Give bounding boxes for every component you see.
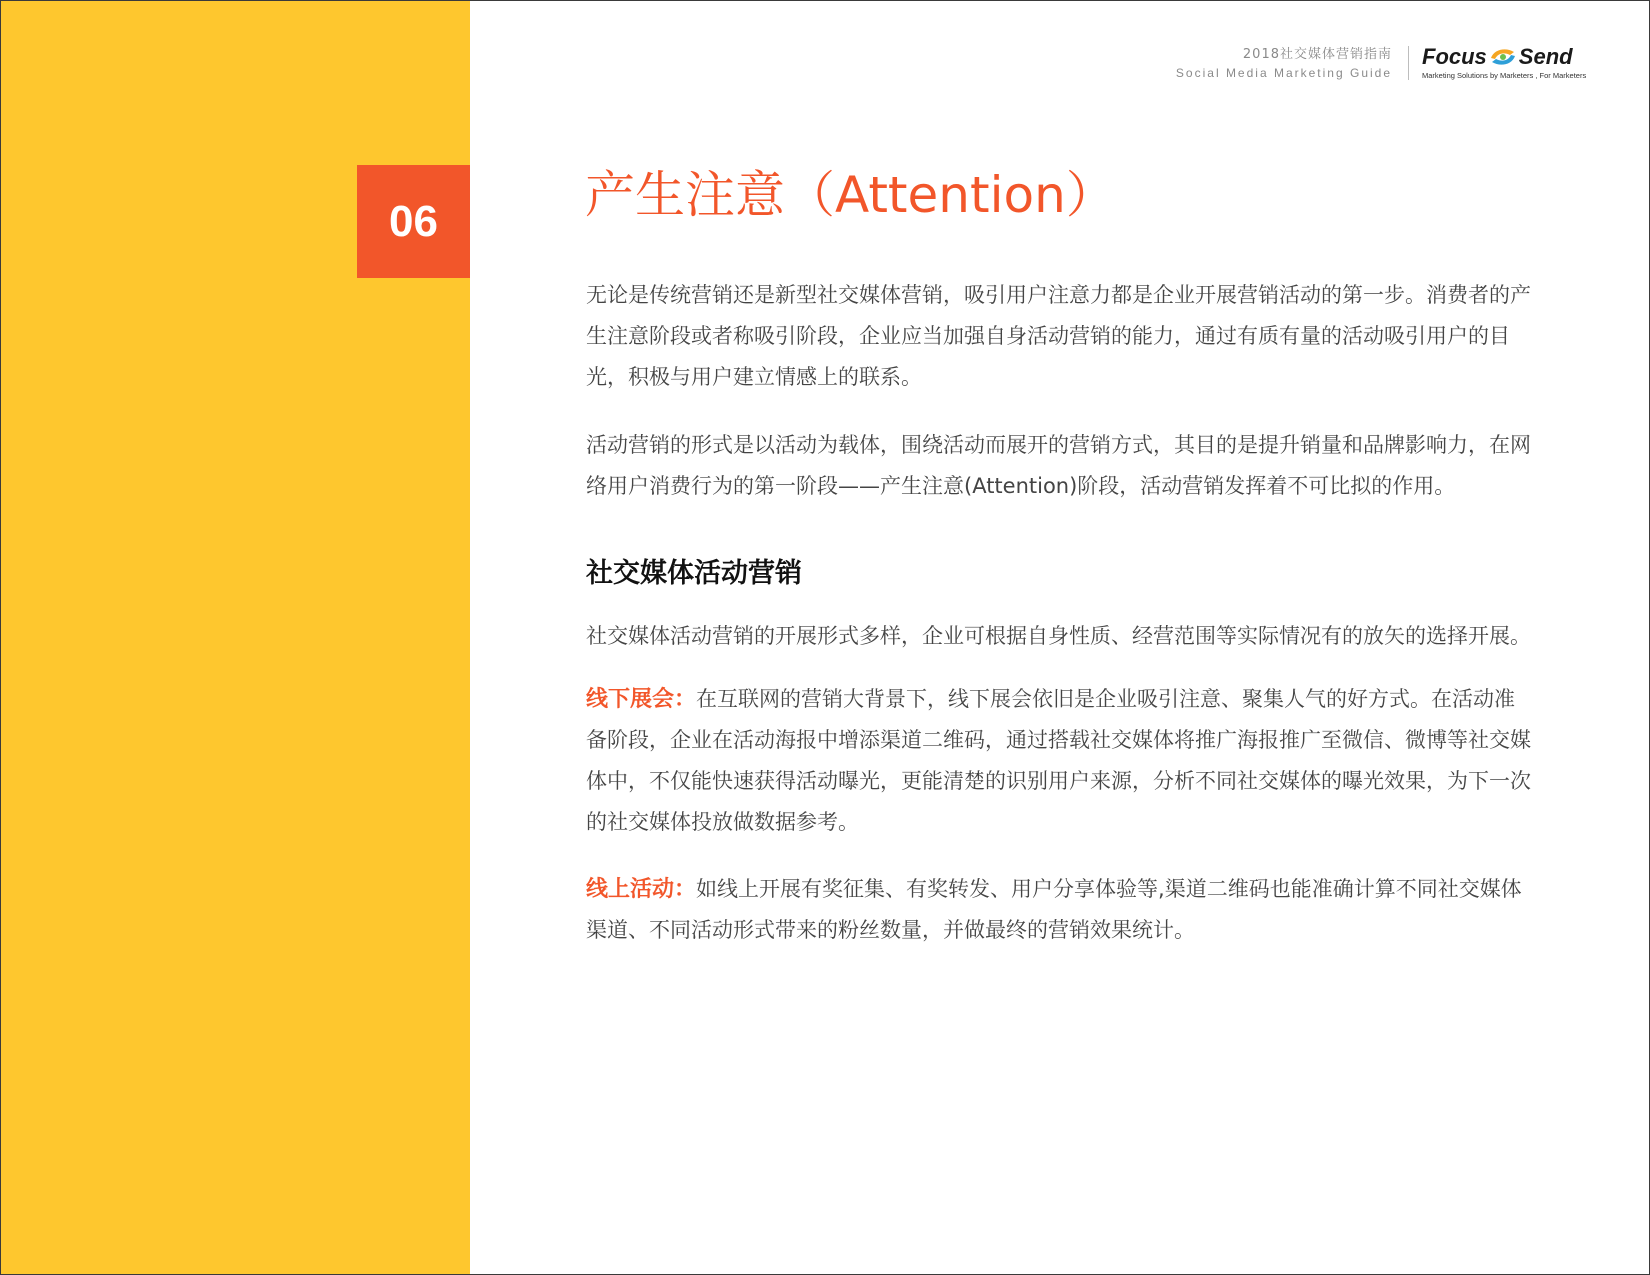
guide-title-en: Social Media Marketing Guide: [1175, 66, 1392, 80]
logo-tagline: Marketing Solutions by Marketers , For Marketers: [1422, 71, 1587, 80]
logo-word-right: Send: [1518, 44, 1573, 69]
item-offline-exhibition: [586, 679, 1532, 843]
guide-title-cn: 2018社交媒体营销指南: [1242, 47, 1392, 62]
section-heading: 社交媒体活动营销: [586, 558, 802, 589]
logo-swirl-icon: [1488, 46, 1518, 68]
main-content: [586, 275, 1532, 951]
item-text-offline: 在互联网的营销大背景下，线下展会依旧是企业吸引注意、聚集人气的好方式。在活动准备阶段，企业在活动海报中增添渠道二维码，通过搭载社交媒体将推广海报推广至微信、微博等社交媒体中，不仅能快速获得活动曝光，更能清楚的识别用户来源，分析不同社交媒体的曝光效果，为下一次的社交媒体投放做数据参考。: [586, 687, 1531, 834]
focussend-logo: [1422, 44, 1594, 80]
item-label-online: 线上活动：: [586, 877, 697, 902]
body-paragraph-2: 活动营销的形式是以活动为载体，围绕活动而展开的营销方式，其目的是提升销量和品牌影响力，在网络用户消费行为的第一阶段——产生注意(Attention)阶段，活动营销发挥着不可比拟的作用。: [586, 433, 1531, 498]
section-intro: 社交媒体活动营销的开展形式多样，企业可根据自身性质、经营范围等实际情况有的放矢的选择开展。: [586, 624, 1531, 648]
chapter-number: 06: [389, 196, 438, 246]
header-divider: [1408, 46, 1409, 80]
body-paragraph-1: 无论是传统营销还是新型社交媒体营销，吸引用户注意力都是企业开展营销活动的第一步。消费者的产生注意阶段或者称吸引阶段，企业应当加强自身活动营销的能力，通过有质有量的活动吸引用户的目光，积极与用户建立情感上的联系。: [586, 283, 1531, 389]
item-online-activity: [586, 869, 1532, 951]
chapter-number-badge: [357, 165, 470, 278]
guide-header: [1176, 46, 1392, 82]
item-label-offline: 线下展会：: [586, 687, 697, 712]
page-title: 产生注意（Attention）: [585, 166, 1116, 224]
item-text-online: 如线上开展有奖征集、有奖转发、用户分享体验等,渠道二维码也能准确计算不同社交媒体渠道、不同活动形式带来的粉丝数量，并做最终的营销效果统计。: [586, 877, 1522, 942]
logo-word-left: Focus: [1422, 44, 1487, 69]
logo-wordmark: [1422, 44, 1594, 70]
